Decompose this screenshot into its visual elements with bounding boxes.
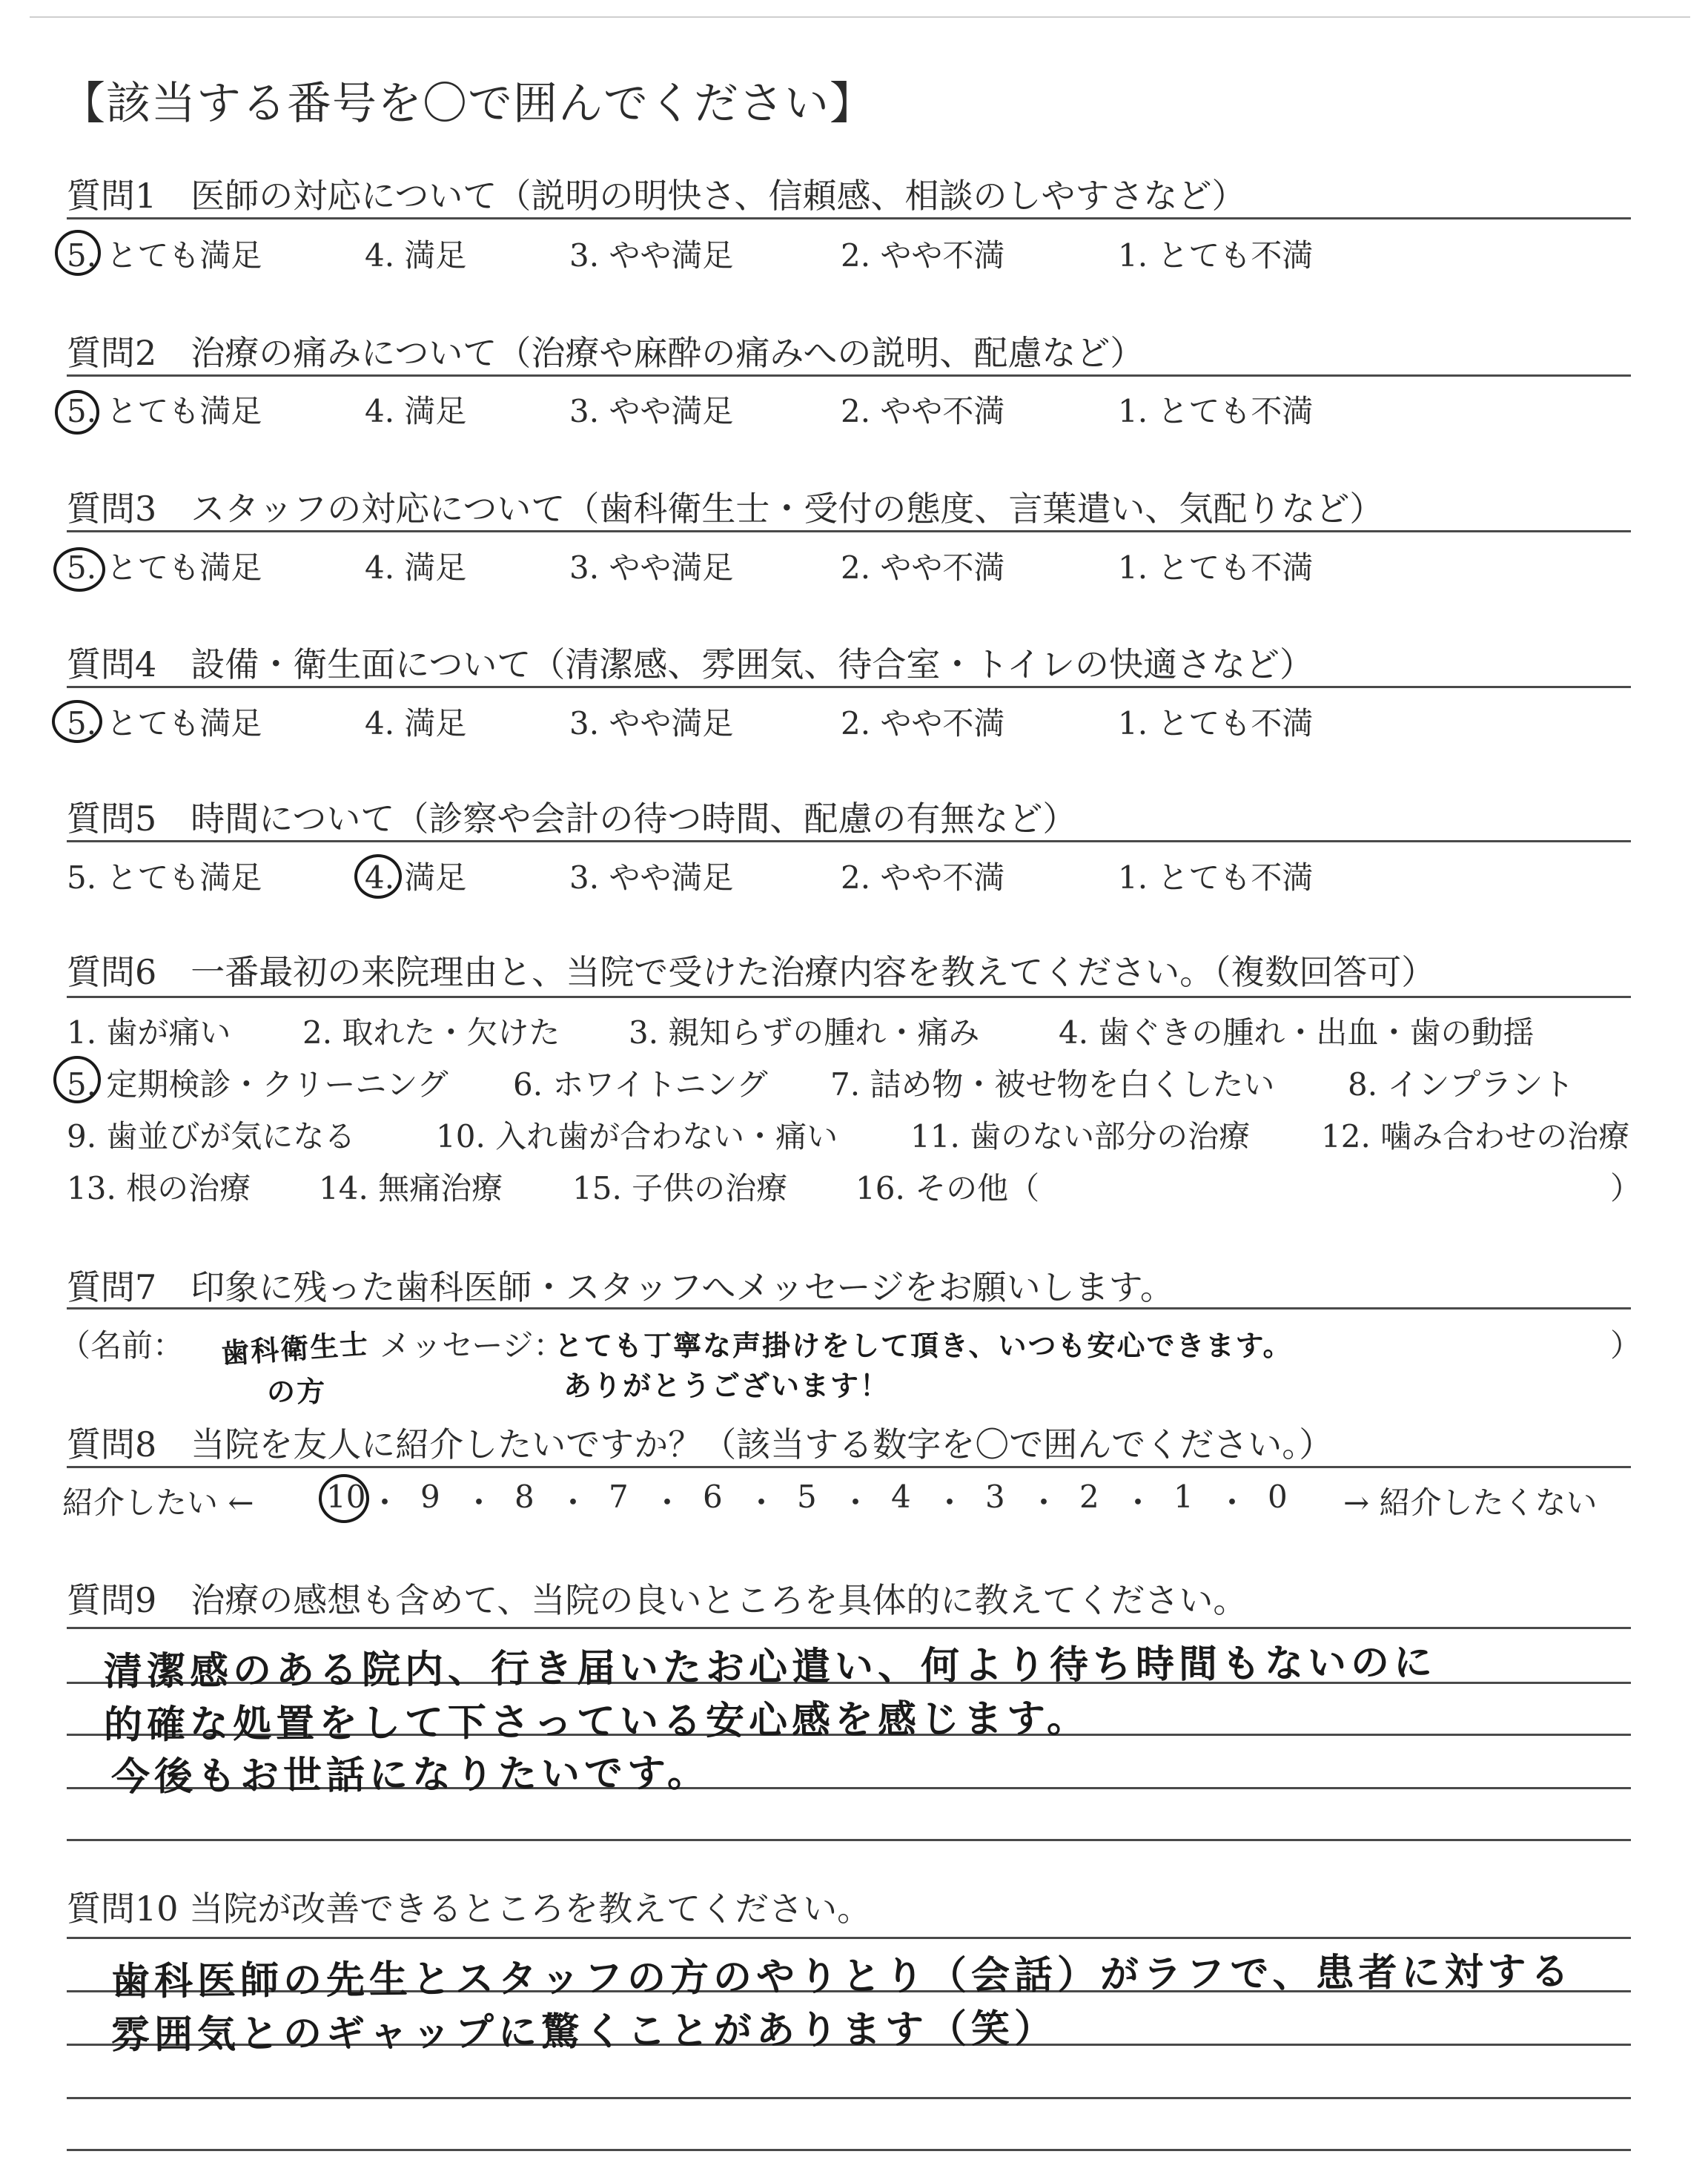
q4-option-4[interactable]: 4. 満足 [365, 705, 467, 742]
q8-scale-separator: ・ [652, 1484, 683, 1521]
q3-title: 質問3 スタッフの対応について（歯科衛生士・受付の態度、言葉遣い、気配りなど） [67, 489, 1384, 529]
q4-option-1[interactable]: 1. とても不満 [1118, 705, 1314, 742]
q1-title: 質問1 医師の対応について（説明の明快さ、信頼感、相談のしやすさなど） [67, 176, 1246, 216]
q8-scale-separator: ・ [840, 1484, 872, 1521]
q8-scale-6[interactable]: 6 [703, 1479, 723, 1515]
q8-scale-0[interactable]: 0 [1268, 1479, 1288, 1515]
q6-option-11[interactable]: 11. 歯のない部分の治療 [910, 1118, 1251, 1155]
q8-scale-7[interactable]: 7 [609, 1479, 629, 1515]
q7-name-label: （名前： [59, 1327, 185, 1364]
q8-scale-separator: ・ [369, 1484, 401, 1521]
q8-scale-separator: ・ [463, 1484, 495, 1521]
q8-scale-10[interactable]: 10 [326, 1479, 366, 1515]
q8-scale-separator: ・ [1028, 1484, 1060, 1521]
q5-title: 質問5 時間について（診察や会計の待つ時間、配慮の有無など） [67, 799, 1077, 839]
q6-rule [67, 996, 1631, 998]
q2-option-5[interactable]: 5. とても満足 [67, 393, 262, 429]
q6-option-12[interactable]: 12. 噛み合わせの治療 [1321, 1118, 1630, 1155]
q9-title: 質問9 治療の感想も含めて、当院の良いところを具体的に教えてください。 [67, 1580, 1248, 1620]
q8-scale-separator: ・ [557, 1484, 589, 1521]
scan-edge-line [30, 16, 1690, 18]
q7-message-handwritten[interactable]: とても丁寧な声掛けをして頂き、いつも安心できます。 [555, 1330, 1293, 1362]
q2-rule [67, 374, 1631, 377]
q5-rule [67, 840, 1631, 842]
q9-rule-1 [67, 1627, 1631, 1629]
q2-option-4[interactable]: 4. 満足 [365, 393, 467, 429]
q8-scale-4[interactable]: 4 [891, 1479, 911, 1515]
q8-scale-separator: ・ [1122, 1484, 1154, 1521]
q5-option-3[interactable]: 3. やや満足 [569, 859, 734, 896]
q2-option-2[interactable]: 2. やや不満 [841, 393, 1005, 429]
q1-option-1[interactable]: 1. とても不満 [1118, 237, 1314, 274]
q6-other-close-paren: ） [1610, 1170, 1642, 1206]
q9-answer-line-1[interactable]: 清潔感のある院内、行き届いたお心遣い、何より待ち時間もないのに [103, 1640, 1437, 1694]
q10-title: 質問10 当院が改善できるところを教えてください。 [67, 1889, 872, 1929]
q10-answer-line-2[interactable]: 雰囲気とのギャップに驚くことがあります（笑） [110, 2007, 1058, 2058]
q8-right-label: → 紹介したくない [1343, 1484, 1598, 1521]
q8-scale-5[interactable]: 5 [797, 1479, 817, 1515]
q8-title: 質問8 当院を友人に紹介したいですか？（該当する数字を〇で囲んでください。） [67, 1424, 1334, 1464]
q4-option-3[interactable]: 3. やや満足 [569, 705, 734, 742]
q6-option-16[interactable]: 16. その他（ [855, 1170, 1040, 1206]
q3-option-4[interactable]: 4. 満足 [365, 549, 467, 586]
q8-scale-separator: ・ [934, 1484, 966, 1521]
q3-selection-circle [53, 547, 105, 592]
q6-option-15[interactable]: 15. 子供の治療 [572, 1170, 788, 1206]
q4-option-2[interactable]: 2. やや不満 [841, 705, 1005, 742]
q9-rule-5 [67, 1839, 1631, 1841]
q10-rule-1 [67, 1937, 1631, 1939]
q7-close-paren: ） [1610, 1327, 1642, 1364]
q9-answer-line-3[interactable]: 今後もお世話になりたいです。 [110, 1751, 711, 1800]
q7-message-handwritten-2: ありがとうございます！ [563, 1370, 890, 1402]
q6-option-5[interactable]: 5. 定期検診・クリーニング [67, 1066, 448, 1103]
q2-option-3[interactable]: 3. やや満足 [569, 393, 734, 429]
q7-rule [67, 1307, 1631, 1309]
q1-option-2[interactable]: 2. やや不満 [841, 237, 1005, 274]
q6-option-13[interactable]: 13. 根の治療 [67, 1170, 251, 1206]
q6-option-8[interactable]: 8. インプラント [1348, 1066, 1575, 1103]
q5-option-1[interactable]: 1. とても不満 [1118, 859, 1314, 896]
q8-selection-circle [319, 1474, 369, 1523]
q6-option-4[interactable]: 4. 歯ぐきの腫れ・出血・歯の動揺 [1059, 1014, 1535, 1051]
q7-message-label: メッセージ： [380, 1327, 565, 1364]
q6-option-6[interactable]: 6. ホワイトニング [513, 1066, 768, 1103]
q8-scale-8[interactable]: 8 [514, 1479, 534, 1515]
page-title: 【該当する番号を〇で囲んでください】 [61, 78, 875, 130]
q6-option-7[interactable]: 7. 詰め物・被せ物を白くしたい [830, 1066, 1275, 1103]
q6-option-3[interactable]: 3. 親知らずの腫れ・痛み [629, 1014, 980, 1051]
q9-answer-line-2[interactable]: 的確な処置をして下さっている安心感を感じます。 [103, 1696, 1090, 1748]
q8-scale-1[interactable]: 1 [1174, 1479, 1194, 1515]
q8-scale-2[interactable]: 2 [1079, 1479, 1099, 1515]
q5-option-4[interactable]: 4. 満足 [365, 859, 467, 896]
q1-selection-circle [55, 230, 101, 276]
q8-scale-separator: ・ [746, 1484, 778, 1521]
q6-option-2[interactable]: 2. 取れた・欠けた [302, 1014, 560, 1051]
q2-selection-circle [55, 390, 99, 435]
q4-option-5[interactable]: 5. とても満足 [67, 705, 262, 742]
q2-title: 質問2 治療の痛みについて（治療や麻酔の痛みへの説明、配慮など） [67, 333, 1145, 373]
q1-option-4[interactable]: 4. 満足 [365, 237, 467, 274]
q3-option-5[interactable]: 5. とても満足 [67, 549, 262, 586]
q5-selection-circle [354, 854, 402, 899]
q3-option-1[interactable]: 1. とても不満 [1118, 549, 1314, 586]
q8-left-label: 紹介したい ← [62, 1484, 254, 1521]
q8-rule [67, 1466, 1631, 1468]
q7-name-handwritten[interactable]: 歯科衛生士 [219, 1327, 371, 1370]
q6-option-1[interactable]: 1. 歯が痛い [67, 1014, 231, 1051]
q8-scale-9[interactable]: 9 [420, 1479, 440, 1515]
q10-rule-5 [67, 2149, 1631, 2151]
q6-title: 質問6 一番最初の来院理由と、当院で受けた治療内容を教えてください。（複数回答可） [67, 952, 1436, 992]
q3-option-2[interactable]: 2. やや不満 [841, 549, 1005, 586]
q3-option-3[interactable]: 3. やや満足 [569, 549, 734, 586]
q5-option-2[interactable]: 2. やや不満 [841, 859, 1005, 896]
q1-option-5[interactable]: 5. とても満足 [67, 237, 262, 274]
q8-scale-separator: ・ [1217, 1484, 1248, 1521]
q6-option-14[interactable]: 14. 無痛治療 [319, 1170, 503, 1206]
q6-option-9[interactable]: 9. 歯並びが気になる [67, 1118, 356, 1155]
q6-selection-circle [53, 1056, 101, 1103]
q4-selection-circle [52, 700, 102, 743]
q3-rule [67, 530, 1631, 532]
q4-title: 質問4 設備・衛生面について（清潔感、雰囲気、待合室・トイレの快適さなど） [67, 644, 1314, 684]
q10-answer-line-1[interactable]: 歯科医師の先生とスタッフの方のやりとり（会話）がラフで、患者に対する [110, 1949, 1574, 2004]
q4-rule [67, 686, 1631, 688]
q7-title: 質問7 印象に残った歯科医師・スタッフへメッセージをお願いします。 [67, 1267, 1174, 1307]
q7-name-handwritten-2: の方 [267, 1375, 327, 1408]
q1-option-3[interactable]: 3. やや満足 [569, 237, 734, 274]
q2-option-1[interactable]: 1. とても不満 [1118, 393, 1314, 429]
q8-scale-3[interactable]: 3 [985, 1479, 1005, 1515]
q10-rule-4 [67, 2097, 1631, 2099]
q6-option-10[interactable]: 10. 入れ歯が合わない・痛い [436, 1118, 838, 1155]
q1-rule [67, 217, 1631, 219]
q5-option-5[interactable]: 5. とても満足 [67, 859, 262, 896]
